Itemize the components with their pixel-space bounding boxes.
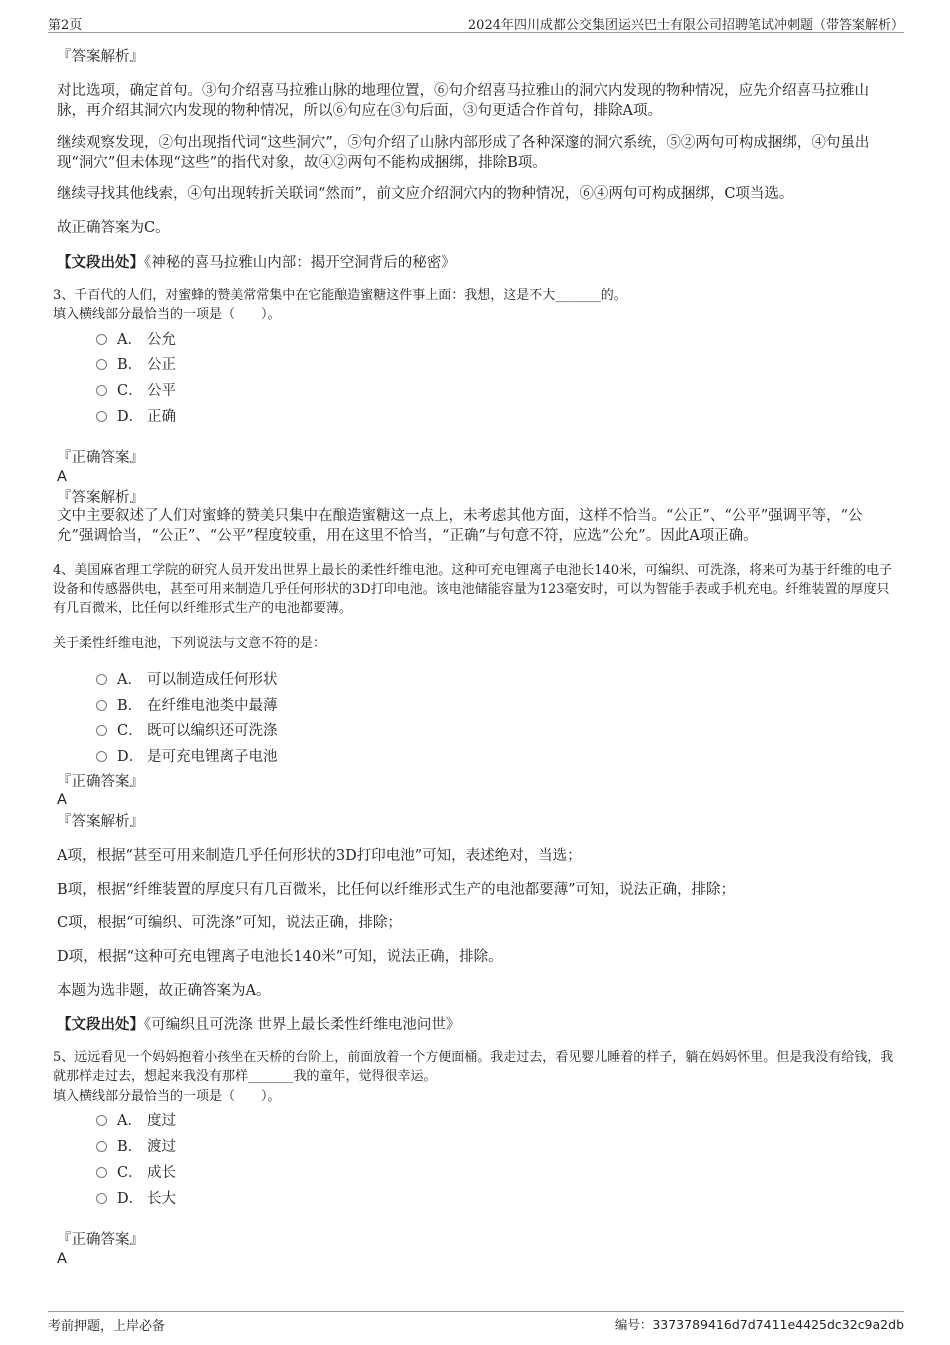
footer-slogan: 考前押题，上岸必备 bbox=[48, 1319, 166, 1334]
radio-icon[interactable] bbox=[96, 674, 107, 685]
q4-analysis-b: B项，根据“纤维装置的厚度只有几百微米，比任何以纤维形式生产的电池都要薄”可知，说法正确，排除； bbox=[57, 882, 735, 898]
q4-option-d[interactable]: D． 是可充电锂离子电池 bbox=[96, 747, 278, 767]
q4-source-label: 【文段出处】 bbox=[57, 1016, 144, 1033]
radio-icon[interactable] bbox=[96, 334, 107, 345]
q3-option-b[interactable]: B． 公正 bbox=[96, 355, 176, 375]
q4-conclusion: 本题为选非题，故正确答案为A。 bbox=[57, 983, 271, 999]
q4-analysis-c: C项，根据“可编织、可洗涤”可知，说法正确，排除； bbox=[57, 915, 402, 931]
q3-option-a[interactable]: A． 公允 bbox=[96, 330, 176, 350]
document-title: 2024年四川成都公交集团运兴巴士有限公司招聘笔试冲刺题（带答案解析） bbox=[467, 18, 904, 33]
q4-analysis-d: D项，根据“这种可充电锂离子电池长140米”可知，说法正确，排除。 bbox=[57, 949, 503, 965]
radio-icon[interactable] bbox=[96, 411, 107, 422]
q4-source bbox=[57, 1015, 892, 1035]
radio-icon[interactable] bbox=[96, 1115, 107, 1126]
q4-analysis-a: A项，根据“甚至可用来制造几乎任何形状的3D打印电池”可知，表述绝对，当选； bbox=[57, 848, 582, 864]
q4-option-b[interactable]: B． 在纤维电池类中最薄 bbox=[96, 696, 278, 716]
q5-option-b[interactable]: B． 渡过 bbox=[96, 1137, 176, 1157]
q3-answer-label: 『正确答案』 bbox=[57, 450, 144, 466]
q4-analysis-label: 『答案解析』 bbox=[57, 814, 144, 830]
radio-icon[interactable] bbox=[96, 385, 107, 396]
q2-source bbox=[57, 253, 892, 273]
page-header bbox=[48, 12, 904, 33]
q3-analysis: 文中主要叙述了人们对蜜蜂的赞美只集中在酿造蜜糖这一点上，未考虑其他方面，这样不恰当。“公正”、“公平”强调平等，“公允”强调恰当，“公正”、“公平”程度较重，用在这里不恰当，“正确”与句意不符，应选“公允”。因此A项正确。 bbox=[57, 508, 863, 544]
q2-analysis-para4: 故正确答案为C。 bbox=[57, 220, 170, 236]
q4-option-a[interactable]: A． 可以制造成任何形状 bbox=[96, 670, 278, 690]
radio-icon[interactable] bbox=[96, 751, 107, 762]
q5-prompt: 填入横线部分最恰当的一项是（ ）。 bbox=[53, 1089, 281, 1104]
q4-stem: 4、美国麻省理工学院的研究人员开发出世界上最长的柔性纤维电池。这种可充电锂离子电池长140米，可编织、可洗涤，将来可为基于纤维的电子设备和传感器供电，甚至可用来制造几乎任何形状的3D打印电池。该电池储能容量为123毫安时，可以为智能手表或手机充电。纤维装置的厚度只有几百微米，比任何以纤维形式生产的电池都要薄。 bbox=[53, 563, 893, 616]
radio-icon[interactable] bbox=[96, 1193, 107, 1204]
q4-prompt: 关于柔性纤维电池，下列说法与文意不符的是： bbox=[53, 636, 327, 651]
q2-analysis-para2: 继续观察发现，②句出现指代词“这些洞穴”，⑤句介绍了山脉内部形成了各种深邃的洞穴系统，⑤②两句可构成捆绑，④句虽出现“洞穴”但未体现“这些”的指代对象，故④②两句不能构成捆绑，排除B项。 bbox=[57, 135, 870, 171]
q2-source-title: 《神秘的喜马拉雅山内部：揭开空洞背后的秘密》 bbox=[144, 255, 456, 271]
document-id: 编号：3373789416d7d7411e4425dc32c9a2db bbox=[614, 1317, 904, 1332]
q3-stem: 3、千百代的人们，对蜜蜂的赞美常常集中在它能酿造蜜糖这件事上面：我想，这是不大_______的。 bbox=[53, 288, 627, 303]
q2-source-label: 【文段出处】 bbox=[57, 254, 144, 271]
page-footer bbox=[48, 1311, 904, 1334]
q5-option-a[interactable]: A． 度过 bbox=[96, 1111, 176, 1131]
q4-source-title: 《可编织且可洗涤 世界上最长柔性纤维电池问世》 bbox=[144, 1017, 461, 1033]
q3-prompt: 填入横线部分最恰当的一项是（ ）。 bbox=[53, 307, 281, 322]
q4-answer-label: 『正确答案』 bbox=[57, 774, 144, 790]
q5-answer: A bbox=[57, 1251, 67, 1267]
q3-option-c[interactable]: C． 公平 bbox=[96, 381, 176, 401]
q3-analysis-label: 『答案解析』 bbox=[57, 490, 144, 506]
q5-answer-label: 『正确答案』 bbox=[57, 1232, 144, 1248]
q3-option-d[interactable]: D． 正确 bbox=[96, 407, 176, 427]
q4-option-c[interactable]: C． 既可以编织还可洗涤 bbox=[96, 721, 278, 741]
q3-answer: A bbox=[57, 469, 67, 485]
q5-option-d[interactable]: D． 长大 bbox=[96, 1189, 176, 1209]
q5-stem: 5、远远看见一个妈妈抱着小孩坐在天桥的台阶上，前面放着一个方便面桶。我走过去，看见婴儿睡着的样子，躺在妈妈怀里。但是我没有给钱，我就那样走过去，想起来我没有那样_______我的童年，觉得很幸运。 bbox=[53, 1050, 894, 1084]
radio-icon[interactable] bbox=[96, 359, 107, 370]
q2-analysis-para3: 继续寻找其他线索，④句出现转折关联词“然而”，前文应介绍洞穴内的物种情况，⑥④两句可构成捆绑，C项当选。 bbox=[57, 186, 794, 202]
radio-icon[interactable] bbox=[96, 700, 107, 711]
radio-icon[interactable] bbox=[96, 1167, 107, 1178]
radio-icon[interactable] bbox=[96, 725, 107, 736]
q2-analysis-para1: 对比选项，确定首句。③句介绍喜马拉雅山脉的地理位置，⑥句介绍喜马拉雅山的洞穴内发现的物种情况，应先介绍喜马拉雅山脉，再介绍其洞穴内发现的物种情况，所以⑥句应在③句后面，③句更适合作首句，排除A项。 bbox=[57, 83, 869, 119]
radio-icon[interactable] bbox=[96, 1141, 107, 1152]
page-number: 第2页 bbox=[48, 18, 83, 33]
q4-answer: A bbox=[57, 792, 67, 808]
q2-analysis-label: 『答案解析』 bbox=[57, 49, 144, 65]
q5-option-c[interactable]: C． 成长 bbox=[96, 1163, 176, 1183]
